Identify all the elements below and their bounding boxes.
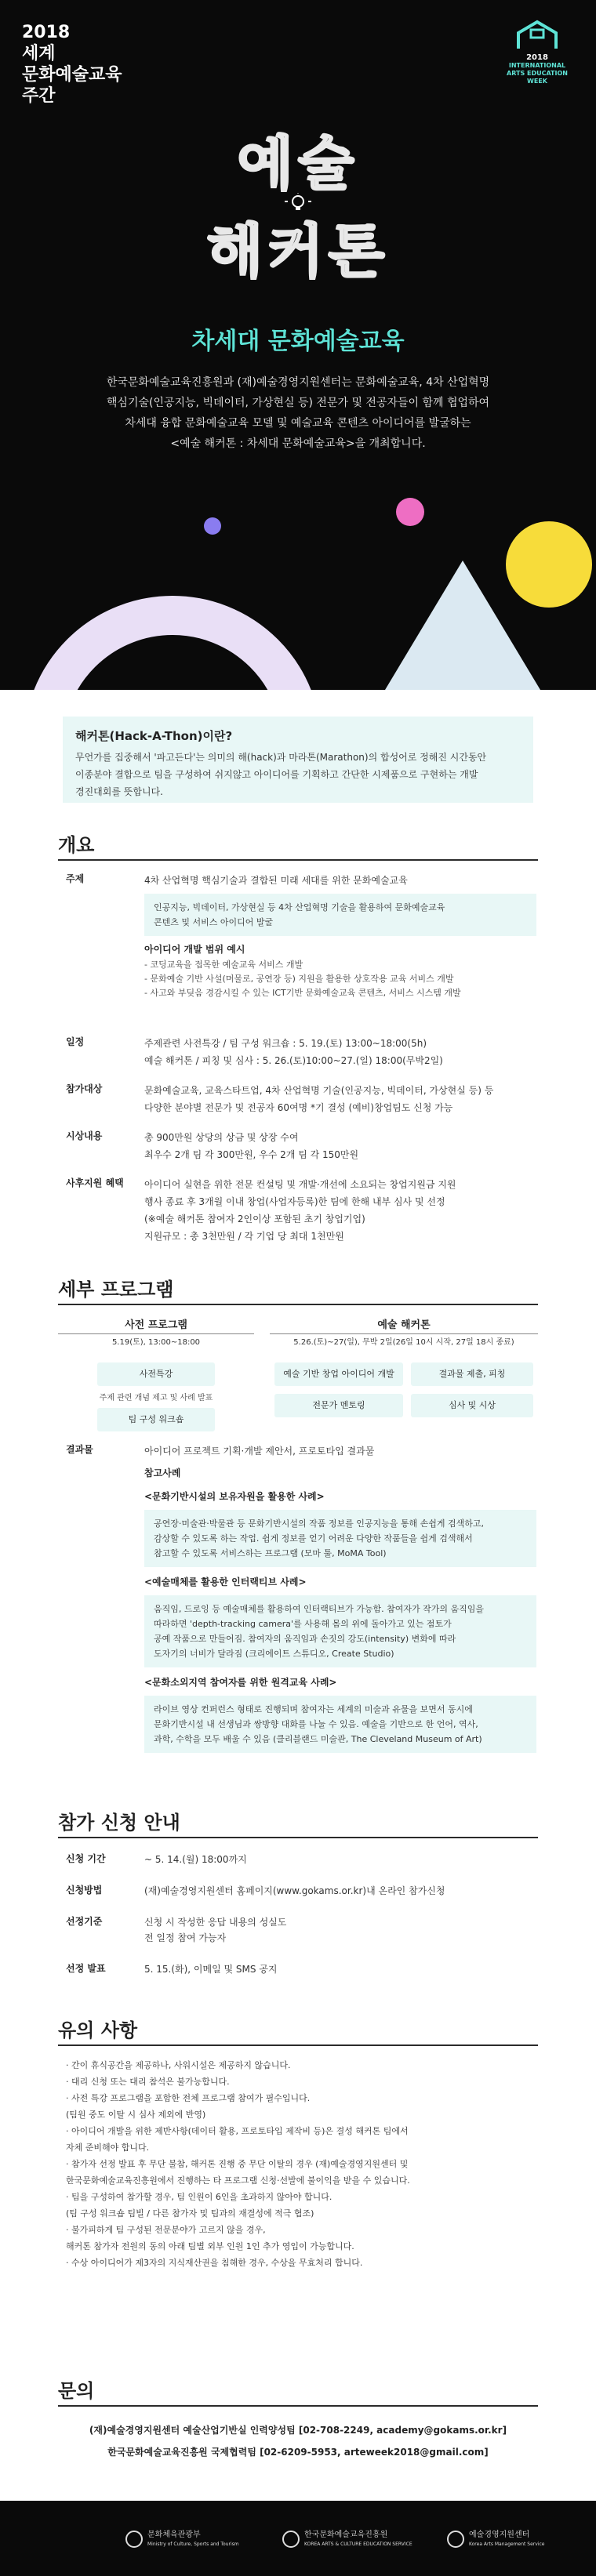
- note-item: 한국문화예술교육진흥원에서 진행하는 타 프로그램 신청·선발에 불이익을 받을 수 있습니다.: [66, 2175, 410, 2186]
- decor-triangle: [369, 561, 557, 690]
- art-hackathon-logo: [180, 118, 416, 314]
- ministry-name: [147, 2531, 239, 2549]
- logo-word-art: 예술: [237, 130, 359, 198]
- definition-line: 이종분야 결합으로 팀을 구성하여 쉬지않고 아이디어를 기획하고 간단한 시제품으로 구현하는 개발: [75, 769, 478, 780]
- ministry-logo: [125, 2529, 267, 2551]
- example-line: 따라하면 'depth-tracking camera'를 사용해 몸의 위에 돌아가고 있는 점토가: [154, 1619, 452, 1629]
- logo-year: 2018: [526, 53, 548, 62]
- award-line: 최우수 2개 팀 각 300만원, 우수 2개 팀 각 150만원: [144, 1149, 359, 1160]
- kams-emblem-icon: [447, 2531, 464, 2548]
- theme-box: [144, 894, 536, 936]
- contact-line: (재)예술경영지원센터 예술산업기반실 인력양성팀 [02-708-2249, academy@gokams.or.kr]: [89, 2425, 507, 2436]
- hero-section: [0, 0, 596, 690]
- target-line: 다양한 분야별 전문가 및 전공자 60여명 *기 결성 (예비)창업팀도 신청 가능: [144, 1102, 453, 1113]
- kams-logo: [447, 2529, 580, 2551]
- support-label: 사후지원 혜택: [66, 1177, 124, 1188]
- theme-body: [144, 872, 536, 1000]
- schedule-line: 주제관련 사전특강 / 팀 구성 워크숍 : 5. 19.(토) 13:00~18:00(5h): [144, 1038, 427, 1049]
- definition-title: 해커톤(Hack-A-Thon)이란?: [75, 729, 233, 743]
- result-body: [144, 1442, 536, 1758]
- announce-value: 5. 15.(화), 이메일 및 SMS 공지: [144, 1964, 278, 1975]
- schedule-label: 일정: [66, 1036, 85, 1047]
- program-title: 세부 프로그램: [58, 1279, 174, 1301]
- contact-title: 문의: [58, 2380, 95, 2402]
- week-title-line: 2018: [22, 23, 71, 42]
- section-divider: [58, 1837, 538, 1838]
- org-name: 한국문화예술교육진흥원: [304, 2531, 388, 2539]
- criteria-line: 전 일정 참여 가능자: [144, 1932, 227, 1943]
- theme-label: 주제: [66, 873, 85, 884]
- theme-box-line: 인공지능, 빅데이터, 가상현실 등 4차 산업혁명 기술을 활용하여 문화예술교육: [154, 902, 445, 912]
- logo-word-hackathon: 해커톤: [206, 218, 390, 285]
- example-title: <예술매체를 활용한 인터랙티브 사례>: [144, 1576, 307, 1587]
- section-divider: [58, 2405, 538, 2407]
- contact-info: [58, 2419, 538, 2463]
- content-card: [31, 690, 565, 2489]
- apply-title: 참가 신청 안내: [58, 1812, 180, 1834]
- hero-subtitle: 차세대 문화예술교육: [191, 328, 405, 355]
- criteria-value: [144, 1914, 536, 1946]
- note-item: · 대리 신청 또는 대리 참석은 불가능합니다.: [66, 2077, 230, 2087]
- example-box: [144, 1595, 536, 1667]
- org-name: 예술경영지원센터: [469, 2531, 530, 2539]
- overview-title: 개요: [58, 834, 95, 856]
- judging-chip: 심사 및 시상: [411, 1394, 533, 1417]
- definition-body: [75, 749, 521, 800]
- pre-lecture-note: 주제 관련 개념 제고 및 사례 발표: [99, 1394, 213, 1402]
- reference-title: 참고사례: [144, 1468, 181, 1478]
- note-item: · 간이 휴식공간을 제공하나, 사워시설은 제공하지 않습니다.: [66, 2060, 291, 2070]
- period-label: 신청 기간: [66, 1853, 106, 1864]
- ministry-emblem-icon: [125, 2531, 143, 2548]
- arte-logo: [282, 2529, 431, 2551]
- example-line: 참고할 수 있도록 서비스하는 프로그램 (모마 툴, MoMA Tool): [154, 1548, 387, 1558]
- logo-text-line: WEEK: [527, 78, 547, 85]
- support-body: [144, 1176, 536, 1245]
- example-title: <문화기반시설의 보유자원을 활용한 사례>: [144, 1491, 325, 1502]
- note-item: 자체 준비해야 합니다.: [66, 2142, 150, 2153]
- example-line: 움직임, 드로잉 등 예술매체를 활용하여 인터랙티브가 가능함. 참여자가 작가의 움직임을: [154, 1604, 484, 1614]
- result-text: 아이디어 프로젝트 기획·개발 제안서, 프로토타입 결과물: [144, 1446, 375, 1457]
- main-program-column: [270, 1317, 538, 1351]
- section-divider: [58, 1304, 538, 1305]
- notes-title: 유의 사항: [58, 2019, 138, 2041]
- theme-box-line: 콘텐츠 및 서비스 아이디어 발굴: [154, 917, 274, 927]
- logo-text-line: ARTS EDUCATION: [507, 70, 568, 77]
- main-program-date: 5.26.(토)~27(일), 무박 2일(26일 10시 시작, 27일 18시 종료): [293, 1338, 514, 1347]
- hackathon-definition: [63, 717, 533, 803]
- mentoring-chip: 전문가 멘토링: [274, 1394, 403, 1417]
- target-line: 문화예술교육, 교육스타트업, 4차 산업혁명 기술(인공지능, 빅데이터, 가상현실 등) 등: [144, 1085, 494, 1096]
- example-title: <문화소외지역 참여자를 위한 원격교육 사례>: [144, 1677, 337, 1688]
- support-line: (※예술 해커톤 참여자 2인이상 포함된 초기 창업기업): [144, 1214, 365, 1225]
- target-body: [144, 1082, 536, 1116]
- arts-week-logo: [494, 19, 580, 85]
- note-item: · 아이디어 개발을 위한 제반사항(데이터 활용, 프로토타입 제작비 등)은 결성 해커톤 팀에서: [66, 2126, 409, 2136]
- intro-line: 차세대 융합 문화예술교육 모델 및 예술교육 콘텐츠 아이디어를 발굴하는: [125, 417, 471, 430]
- note-item: · 불가피하게 팀 구성된 전문분야가 고르지 않을 경우,: [66, 2225, 266, 2235]
- announce-label: 선정 발표: [66, 1963, 106, 1974]
- contact-line: 한국문화예술교육진흥원 국제협력팀 [02-6209-5953, arteweek2018@gmail.com]: [107, 2447, 489, 2458]
- pre-program-head: 사전 프로그램: [58, 1317, 254, 1334]
- pre-lecture-chip: 사전특강: [97, 1362, 215, 1386]
- award-label: 시상내용: [66, 1130, 103, 1141]
- hero-intro: [47, 372, 549, 454]
- support-line: 아이디어 실현을 위한 전문 컨설팅 및 개발·개선에 소요되는 창업지원금 지원: [144, 1179, 456, 1190]
- event-week-title: [22, 22, 122, 107]
- idea-scope-item: - 코딩교육을 접목한 예술교육 서비스 개발: [144, 960, 303, 970]
- example-line: 과학, 수학을 모두 배울 수 있음 (클리블랜드 미술관, The Cleveland Museum of Art): [154, 1734, 482, 1744]
- criteria-label: 선정기준: [66, 1916, 103, 1927]
- idea-development-chip: 예술 기반 창업 아이디어 개발: [274, 1362, 403, 1386]
- note-item: (팀 구성 워크숍 팀빌 / 다른 참가자 및 팀과의 재결성에 적극 협조): [66, 2208, 314, 2219]
- example-line: 도자기의 너비가 달라짐 (크리에이트 스튜디오, Create Studio): [154, 1649, 394, 1659]
- idea-scope-list: [144, 958, 536, 1000]
- example-line: 감상할 수 있도록 하는 작업. 쉽게 정보를 얻기 어려운 다양한 작품들을 쉽게 검색해서: [154, 1533, 473, 1544]
- section-divider: [58, 859, 538, 861]
- example-line: 라이브 영상 컨퍼런스 형태로 진행되며 참여자는 세계의 미술과 유물을 보면서 동시에: [154, 1704, 473, 1714]
- org-subname: KOREA ARTS & CULTURE EDUCATION SERVICE: [304, 2542, 412, 2547]
- week-title-line: 세계: [22, 44, 56, 63]
- idea-scope-title: 아이디어 개발 범위 예시: [144, 944, 245, 955]
- example-box: [144, 1510, 536, 1567]
- pre-program-date: 5.19(토), 13:00~18:00: [111, 1338, 201, 1347]
- target-label: 참가대상: [66, 1083, 103, 1094]
- decor-ring: [24, 596, 322, 690]
- example-line: 공예 작품으로 만들어짐. 참여자의 움직임과 손짓의 강도(intensity) 변화에 따라: [154, 1634, 456, 1644]
- note-item: (팀원 중도 이탈 시 심사 제외에 반영): [66, 2110, 206, 2120]
- week-title-line: 문화예술교육: [22, 65, 122, 85]
- idea-scope-item: - 사고와 부딪음 경감시킬 수 있는 ICT기반 문화예술교육 콘텐츠, 서비스 시스템 개발: [144, 988, 461, 998]
- team-workshop-chip: 팀 구성 워크숍: [97, 1408, 215, 1431]
- arte-emblem-icon: [282, 2531, 300, 2548]
- section-divider: [58, 2044, 538, 2046]
- main-program-head: 예술 해커톤: [270, 1317, 538, 1334]
- note-item: · 수상 아이디어가 제3자의 지식재산권을 침해한 경우, 수상을 무효처리 합니다.: [66, 2258, 363, 2268]
- definition-line: 경진대회를 뜻합니다.: [75, 786, 163, 797]
- logo-text-line: INTERNATIONAL: [508, 62, 566, 69]
- note-item: · 팀을 구성하여 참가할 경우, 팀 인원이 6인을 초과하지 않아야 합니다.: [66, 2192, 333, 2202]
- example-line: 공연장·미술관·박물관 등 문화기반시설의 작품 정보를 인공지능을 통해 손쉽게 검색하고,: [154, 1518, 484, 1529]
- result-label: 결과물: [66, 1444, 93, 1455]
- support-line: 지원규모 : 총 3천만원 / 각 기업 당 최대 1천만원: [144, 1231, 344, 1242]
- schedule-body: [144, 1035, 536, 1069]
- intro-line: <예술 해커톤 : 차세대 문화예술교육>을 개최합니다.: [170, 437, 426, 450]
- pitching-chip: 결과물 제출, 피칭: [411, 1362, 533, 1386]
- criteria-line: 신청 시 작성한 응답 내용의 성실도: [144, 1917, 287, 1928]
- theme-text: 4차 산업혁명 핵심기술과 결합된 미래 세대를 위한 문화예술교육: [144, 875, 408, 886]
- period-value: ~ 5. 14.(월) 18:00까지: [144, 1854, 247, 1865]
- pre-program-column: [58, 1317, 254, 1351]
- org-subname: Korea Arts Management Service: [469, 2542, 545, 2547]
- note-item: · 사전 특강 프로그램을 포함한 전체 프로그램 참여가 필수입니다.: [66, 2093, 311, 2103]
- intro-line: 핵심기술(인공지능, 빅데이터, 가상현실 등) 전문가 및 전공자들이 함께 협업하여: [106, 397, 490, 409]
- support-line: 행사 종료 후 3개월 이내 창업(사업자등록)한 팀에 한해 내부 심사 및 선정: [144, 1196, 445, 1207]
- decor-pink-dot: [396, 498, 424, 526]
- arte-name: [304, 2531, 412, 2549]
- house-logo-icon: [514, 19, 561, 50]
- award-body: [144, 1129, 536, 1163]
- example-line: 문화기반시설 내 선생님과 쌍방향 대화를 나눌 수 있음. 예술을 기반으로 한 언어, 역사,: [154, 1719, 478, 1729]
- idea-scope-item: - 문화예술 기반 사설(머물로, 공연장 등) 지원을 활용한 상호작용 교육 서비스 개발: [144, 974, 454, 984]
- note-item: 해커톤 참가자 전원의 동의 아래 팀별 외부 인원 1인 추가 영입이 가능합니다.: [66, 2241, 354, 2251]
- method-value: (재)예술경영지원센터 홈페이지(www.gokams.or.kr)내 온라인 참가신청: [144, 1885, 445, 1896]
- note-item: · 참가자 선정 발표 후 무단 불참, 해커톤 진행 중 무단 이탈의 경우 (재)예술경영지원센터 및: [66, 2159, 409, 2169]
- kams-name: [469, 2531, 544, 2549]
- schedule-line: 예술 해커톤 / 피칭 및 심사 : 5. 26.(토)10:00~27.(일) 18:00(무박2일): [144, 1055, 443, 1066]
- footer: [0, 2501, 596, 2576]
- example-box: [144, 1696, 536, 1753]
- org-name: 문화체육관광부: [147, 2531, 201, 2539]
- award-line: 총 900만원 상당의 상금 및 상장 수여: [144, 1132, 299, 1143]
- footer-logos: [125, 2529, 580, 2551]
- week-title-line: 주간: [22, 86, 56, 106]
- definition-line: 무언가를 집중해서 '파고든다'는 의미의 해(hack)과 마라톤(Marathon)의 합성어로 정해진 시간동안: [75, 752, 487, 763]
- intro-line: 한국문화예술교육진흥원과 (재)예술경영지원센터는 문화예술교육, 4차 산업혁명: [106, 376, 490, 389]
- method-label: 신청방법: [66, 1885, 103, 1896]
- org-subname: Ministry of Culture, Sports and Tourism: [147, 2542, 239, 2547]
- notes-list: [66, 2057, 536, 2271]
- decor-purple-dot: [204, 517, 221, 535]
